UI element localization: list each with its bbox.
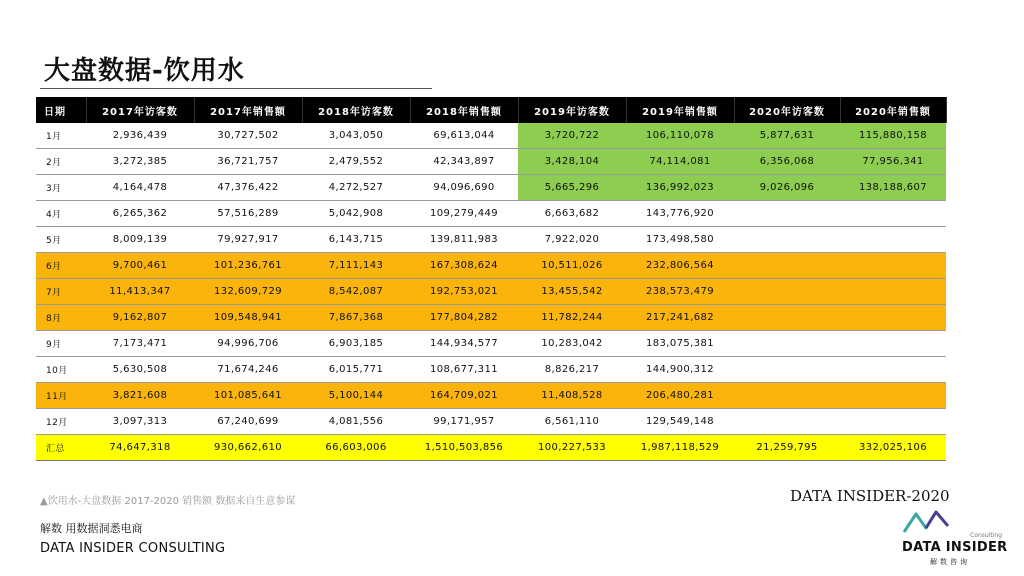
month-cell: 5月 xyxy=(36,227,86,253)
brand-slogan: 解数 用数据洞悉电商 xyxy=(40,522,143,535)
month-cell: 3月 xyxy=(36,175,86,201)
value-cell xyxy=(840,383,946,409)
value-cell: 77,956,341 xyxy=(840,149,946,175)
value-cell xyxy=(840,409,946,435)
value-cell: 10,283,042 xyxy=(518,331,626,357)
value-cell xyxy=(734,227,840,253)
table-row xyxy=(36,227,946,253)
value-cell: 138,188,607 xyxy=(840,175,946,201)
table-row xyxy=(36,357,946,383)
logo-subtitle: 解数咨询 xyxy=(930,558,970,566)
value-cell: 74,114,081 xyxy=(626,149,734,175)
table-row xyxy=(36,331,946,357)
header-2020-visitors: 2020年访客数 xyxy=(734,97,840,123)
table-row xyxy=(36,149,946,175)
table-row xyxy=(36,409,946,435)
value-cell: 6,265,362 xyxy=(86,201,194,227)
value-cell xyxy=(734,279,840,305)
value-cell: 42,343,897 xyxy=(410,149,518,175)
value-cell: 101,236,761 xyxy=(194,253,302,279)
company-logo xyxy=(900,508,1010,570)
value-cell: 129,549,148 xyxy=(626,409,734,435)
month-cell: 9月 xyxy=(36,331,86,357)
month-cell: 11月 xyxy=(36,383,86,409)
value-cell: 106,110,078 xyxy=(626,123,734,149)
table-body xyxy=(36,123,946,461)
value-cell: 11,782,244 xyxy=(518,305,626,331)
month-cell: 2月 xyxy=(36,149,86,175)
value-cell: 8,542,087 xyxy=(302,279,410,305)
value-cell: 332,025,106 xyxy=(840,435,946,461)
table-row xyxy=(36,175,946,201)
value-cell: 67,240,699 xyxy=(194,409,302,435)
value-cell xyxy=(840,279,946,305)
value-cell: 3,043,050 xyxy=(302,123,410,149)
value-cell: 6,663,682 xyxy=(518,201,626,227)
value-cell: 94,096,690 xyxy=(410,175,518,201)
value-cell xyxy=(840,253,946,279)
total-row xyxy=(36,435,946,461)
value-cell: 177,804,282 xyxy=(410,305,518,331)
value-cell: 11,408,528 xyxy=(518,383,626,409)
value-cell: 101,085,641 xyxy=(194,383,302,409)
value-cell xyxy=(734,253,840,279)
value-cell: 5,665,296 xyxy=(518,175,626,201)
value-cell: 9,026,096 xyxy=(734,175,840,201)
value-cell: 11,413,347 xyxy=(86,279,194,305)
month-cell: 7月 xyxy=(36,279,86,305)
title-underline xyxy=(40,88,432,89)
value-cell: 94,996,706 xyxy=(194,331,302,357)
value-cell: 2,479,552 xyxy=(302,149,410,175)
brand-name: DATA INSIDER CONSULTING xyxy=(40,541,226,556)
header-2019-visitors: 2019年访客数 xyxy=(518,97,626,123)
value-cell: 1,987,118,529 xyxy=(626,435,734,461)
value-cell: 3,821,608 xyxy=(86,383,194,409)
value-cell: 164,709,021 xyxy=(410,383,518,409)
logo-mark-icon xyxy=(902,508,962,538)
header-2017-sales: 2017年销售额 xyxy=(194,97,302,123)
value-cell: 71,674,246 xyxy=(194,357,302,383)
table-row xyxy=(36,201,946,227)
month-cell: 4月 xyxy=(36,201,86,227)
value-cell: 167,308,624 xyxy=(410,253,518,279)
value-cell: 3,720,722 xyxy=(518,123,626,149)
value-cell: 109,279,449 xyxy=(410,201,518,227)
value-cell: 5,630,508 xyxy=(86,357,194,383)
value-cell: 6,903,185 xyxy=(302,331,410,357)
value-cell: 69,613,044 xyxy=(410,123,518,149)
value-cell: 4,081,556 xyxy=(302,409,410,435)
report-tag: DATA INSIDER-2020 xyxy=(790,487,950,505)
value-cell: 930,662,610 xyxy=(194,435,302,461)
value-cell: 232,806,564 xyxy=(626,253,734,279)
page-title: 大盘数据-饮用水 xyxy=(44,56,245,86)
value-cell: 108,677,311 xyxy=(410,357,518,383)
table-row xyxy=(36,305,946,331)
value-cell xyxy=(840,227,946,253)
value-cell: 99,171,957 xyxy=(410,409,518,435)
logo-name: DATA INSIDER xyxy=(902,540,1008,555)
month-cell: 6月 xyxy=(36,253,86,279)
table-row xyxy=(36,383,946,409)
value-cell: 79,927,917 xyxy=(194,227,302,253)
value-cell xyxy=(840,331,946,357)
value-cell: 66,603,006 xyxy=(302,435,410,461)
table-row xyxy=(36,123,946,149)
value-cell: 10,511,026 xyxy=(518,253,626,279)
value-cell: 144,934,577 xyxy=(410,331,518,357)
value-cell: 136,992,023 xyxy=(626,175,734,201)
value-cell: 30,727,502 xyxy=(194,123,302,149)
value-cell xyxy=(840,357,946,383)
value-cell: 7,922,020 xyxy=(518,227,626,253)
logo-consulting: Consulting xyxy=(970,532,1002,539)
value-cell: 9,162,807 xyxy=(86,305,194,331)
table-row xyxy=(36,279,946,305)
value-cell: 6,015,771 xyxy=(302,357,410,383)
value-cell: 13,455,542 xyxy=(518,279,626,305)
table-row xyxy=(36,253,946,279)
value-cell: 3,272,385 xyxy=(86,149,194,175)
value-cell: 2,936,439 xyxy=(86,123,194,149)
header-2020-sales: 2020年销售额 xyxy=(840,97,946,123)
value-cell: 100,227,533 xyxy=(518,435,626,461)
value-cell xyxy=(840,201,946,227)
value-cell: 109,548,941 xyxy=(194,305,302,331)
value-cell xyxy=(734,305,840,331)
value-cell: 115,880,158 xyxy=(840,123,946,149)
value-cell: 36,721,757 xyxy=(194,149,302,175)
value-cell: 238,573,479 xyxy=(626,279,734,305)
value-cell: 206,480,281 xyxy=(626,383,734,409)
value-cell: 217,241,682 xyxy=(626,305,734,331)
value-cell: 5,100,144 xyxy=(302,383,410,409)
value-cell: 144,900,312 xyxy=(626,357,734,383)
value-cell: 4,164,478 xyxy=(86,175,194,201)
sales-table xyxy=(36,97,947,461)
value-cell: 5,042,908 xyxy=(302,201,410,227)
value-cell: 8,009,139 xyxy=(86,227,194,253)
value-cell: 3,428,104 xyxy=(518,149,626,175)
value-cell: 4,272,527 xyxy=(302,175,410,201)
value-cell: 173,498,580 xyxy=(626,227,734,253)
header-2019-sales: 2019年销售额 xyxy=(626,97,734,123)
value-cell: 6,561,110 xyxy=(518,409,626,435)
header-date: 日期 xyxy=(36,97,86,123)
value-cell xyxy=(734,409,840,435)
header-2018-sales: 2018年销售额 xyxy=(410,97,518,123)
source-footnote: ▲饮用水-大盘数据 2017-2020 销售额 数据来自生意参谋 xyxy=(40,496,296,507)
header-2018-visitors: 2018年访客数 xyxy=(302,97,410,123)
value-cell: 1,510,503,856 xyxy=(410,435,518,461)
value-cell: 21,259,795 xyxy=(734,435,840,461)
value-cell xyxy=(840,305,946,331)
month-cell: 12月 xyxy=(36,409,86,435)
value-cell: 7,111,143 xyxy=(302,253,410,279)
value-cell: 183,075,381 xyxy=(626,331,734,357)
header-2017-visitors: 2017年访客数 xyxy=(86,97,194,123)
value-cell: 132,609,729 xyxy=(194,279,302,305)
value-cell: 3,097,313 xyxy=(86,409,194,435)
value-cell: 57,516,289 xyxy=(194,201,302,227)
value-cell xyxy=(734,201,840,227)
value-cell: 7,173,471 xyxy=(86,331,194,357)
value-cell: 139,811,983 xyxy=(410,227,518,253)
value-cell: 6,143,715 xyxy=(302,227,410,253)
value-cell: 143,776,920 xyxy=(626,201,734,227)
value-cell: 192,753,021 xyxy=(410,279,518,305)
value-cell xyxy=(734,331,840,357)
month-cell: 10月 xyxy=(36,357,86,383)
value-cell: 74,647,318 xyxy=(86,435,194,461)
month-cell: 8月 xyxy=(36,305,86,331)
month-cell: 汇总 xyxy=(36,435,86,461)
value-cell: 5,877,631 xyxy=(734,123,840,149)
value-cell xyxy=(734,383,840,409)
value-cell: 7,867,368 xyxy=(302,305,410,331)
value-cell: 8,826,217 xyxy=(518,357,626,383)
value-cell: 47,376,422 xyxy=(194,175,302,201)
value-cell: 6,356,068 xyxy=(734,149,840,175)
value-cell xyxy=(734,357,840,383)
value-cell: 9,700,461 xyxy=(86,253,194,279)
table-header-row xyxy=(36,97,946,123)
month-cell: 1月 xyxy=(36,123,86,149)
